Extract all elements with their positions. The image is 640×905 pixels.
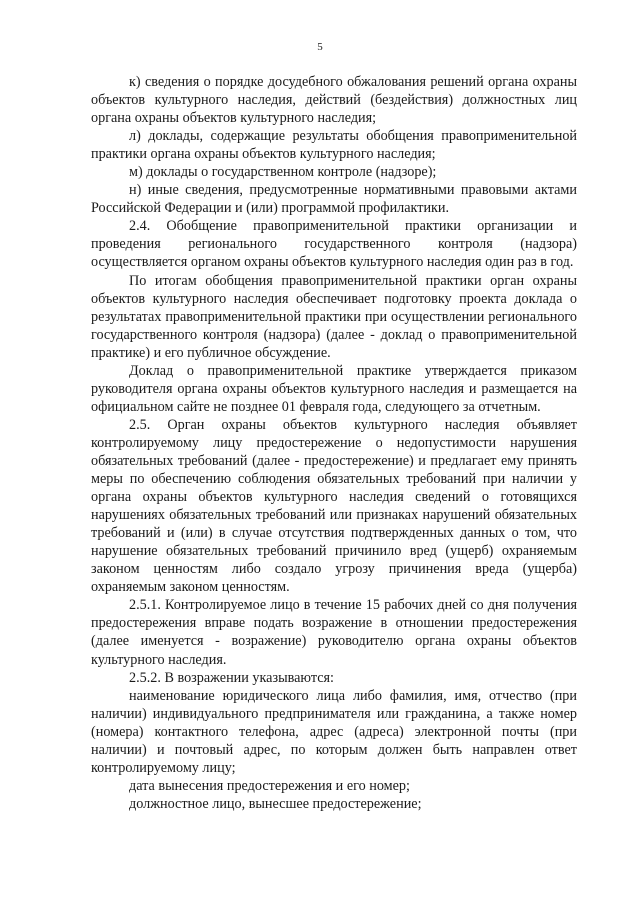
- paragraph-2-5: 2.5. Орган охраны объектов культурного наследия объявляет контролируемому лицу предостережение о недопустимости нарушения обязательных требований (далее - предостережение) и предлагает ему принять меры по обеспечению соблюдения обязательных требований при наличии у органа охраны объектов культурного наследия сведений о готовящихся нарушениях обязательных требований или признаках нарушений обязательных требований и (или) в случае отсутствия подтвержденных данных о том, что нарушение обязательных требований причинило вред (ущерб) охраняемым законом ценностям либо создало угрозу причинения вреда (ущерба) охраняемым законом ценностям.: [91, 416, 577, 596]
- paragraph-2-4: 2.4. Обобщение правоприменительной практики организации и проведения регионального государственного контроля (надзора) осуществляется органом охраны объектов культурного наследия один раз в год.: [91, 218, 577, 271]
- paragraph-2-5-1: 2.5.1. Контролируемое лицо в течение 15 рабочих дней со дня получения предостережения вправе подать возражение в отношении предостережения (далее именуется - возражение) руководителю органа охраны объектов культурного наследия.: [91, 597, 577, 668]
- paragraph-2-4-approval: Доклад о правоприменительной практике утверждается приказом руководителя органа охраны объектов культурного наследия и размещается на официальном сайте не позднее 01 февраля года, следующего за отчетным.: [91, 362, 577, 415]
- paragraph-2-4-report: По итогам обобщения правоприменительной практики орган охраны объектов культурного наследия обеспечивает подготовку проекта доклада о результатах правоприменительной практики при осуществлении регионального государственного контроля (надзора) (далее - доклад о правоприменительной практике) и его публичное обсуждение.: [91, 272, 577, 361]
- paragraph-l: л) доклады, содержащие результаты обобщения правоприменительной практики органа охраны объектов культурного наследия;: [91, 128, 577, 163]
- paragraph-m: м) доклады о государственном контроле (надзоре);: [129, 164, 437, 181]
- document-body: [91, 73, 577, 813]
- paragraph-2-5-2-name: наименование юридического лица либо фамилия, имя, отчество (при наличии) индивидуального предпринимателя или гражданина, а также номер (номера) контактного телефона, адрес (адреса) электронной почты (при наличии) и почтовый адрес, по которым должен быть направлен ответ контролируемому лицу;: [91, 687, 577, 776]
- paragraph-n: н) иные сведения, предусмотренные нормативными правовыми актами Российской Федерации и (или) программой профилактики.: [91, 182, 577, 217]
- page-number: 5: [317, 41, 323, 53]
- paragraph-k: к) сведения о порядке досудебного обжалования решений органа охраны объектов культурного наследия, действий (бездействия) должностных лиц органа охраны объектов культурного наследия;: [91, 74, 577, 127]
- paragraph-2-5-2-date: дата вынесения предостережения и его номер;: [129, 777, 410, 794]
- paragraph-2-5-2: 2.5.2. В возражении указываются:: [129, 669, 334, 686]
- paragraph-2-5-2-official: должностное лицо, вынесшее предостережение;: [129, 795, 422, 812]
